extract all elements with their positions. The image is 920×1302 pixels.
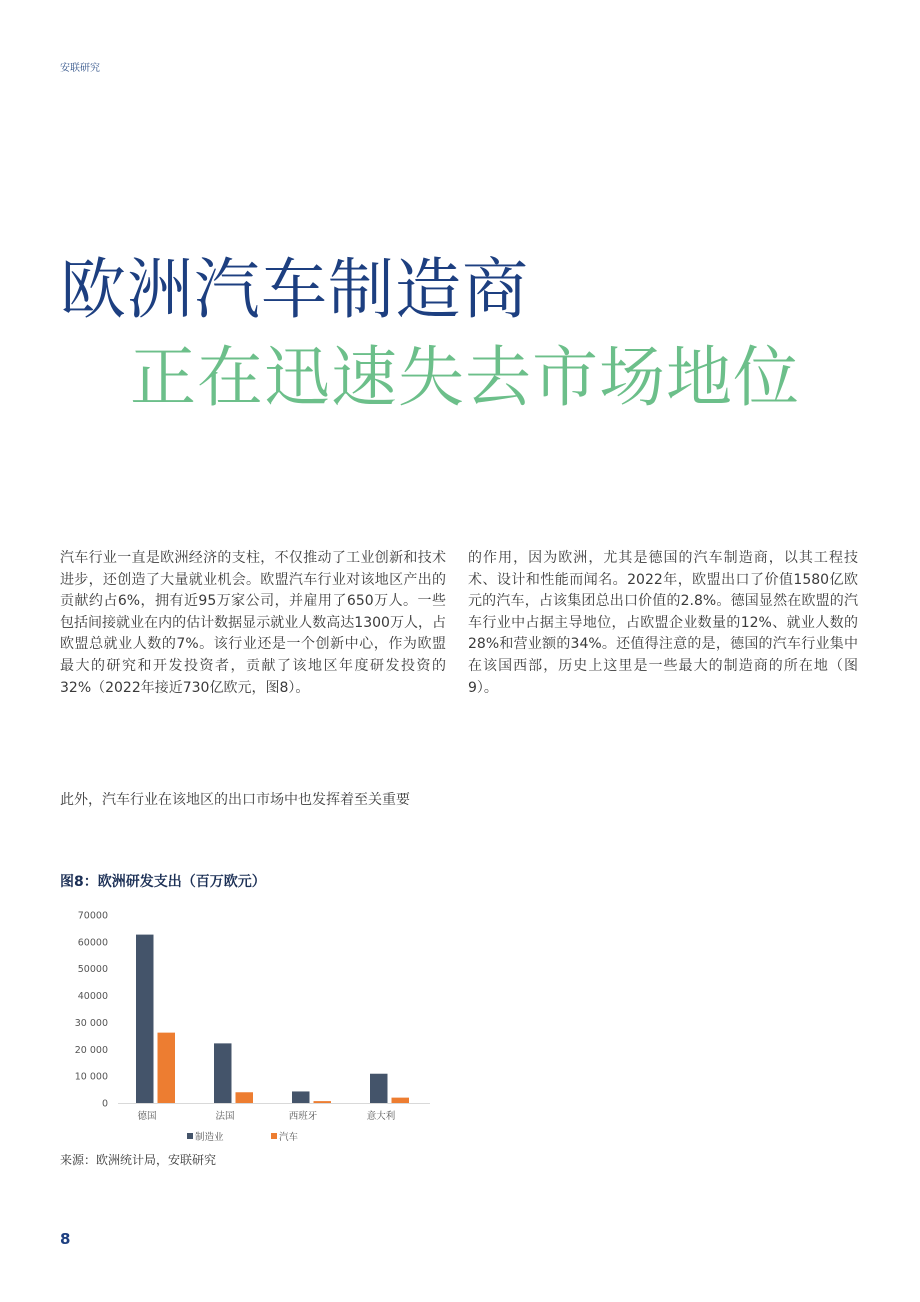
bar-制造业-法国 [214, 1043, 232, 1103]
x-tick-label: 意大利 [366, 1111, 396, 1122]
header-org-label: 安联研究 [60, 63, 100, 74]
legend-label: 汽车 [279, 1132, 299, 1143]
body-paragraph-2: 此外，汽车行业在该地区的出口市场中也发挥着至关重要 [60, 792, 410, 808]
y-tick-label: 60000 [77, 937, 108, 949]
y-tick-label: 10 000 [74, 1071, 108, 1083]
figure-source: 来源：欧洲统计局，安联研究 [60, 1153, 217, 1167]
bar-制造业-德国 [136, 935, 154, 1103]
y-tick-label: 20 000 [74, 1044, 108, 1056]
bar-制造业-意大利 [370, 1074, 388, 1103]
legend-swatch-制造业 [187, 1133, 193, 1139]
page-title-line-1: 欧洲汽车制造商 [60, 251, 529, 328]
page-title-line-2: 正在迅速失去市场地位 [130, 339, 800, 416]
y-tick-label: 40000 [77, 991, 108, 1003]
legend-label: 制造业 [195, 1132, 224, 1143]
x-tick-label: 西班牙 [288, 1111, 318, 1122]
bar-汽车-德国 [158, 1033, 176, 1103]
bar-汽车-法国 [236, 1092, 254, 1103]
figure-title: 图8：欧洲研发支出（百万欧元） [60, 874, 266, 890]
y-tick-label: 0 [101, 1098, 108, 1110]
rd-spending-bar-chart [60, 902, 440, 1150]
x-tick-label: 法国 [215, 1111, 235, 1122]
y-tick-label: 30 000 [74, 1017, 108, 1029]
bar-汽车-意大利 [392, 1098, 410, 1103]
x-tick-label: 德国 [137, 1111, 157, 1122]
page-number: 8 [60, 1230, 71, 1248]
bar-汽车-西班牙 [314, 1101, 332, 1103]
y-tick-label: 50000 [77, 964, 108, 976]
bar-制造业-西班牙 [292, 1091, 310, 1103]
y-tick-label: 70000 [77, 910, 108, 922]
body-paragraph-3: 的作用，因为欧洲，尤其是德国的汽车制造商，以其工程技术、设计和性能而闻名。2022年，欧盟出口了价值1580亿欧元的汽车，占该集团总出口价值的2.8%。德国显然在欧盟的汽车行业中占据主导地位，占欧盟企业数量的12%、就业人数的28%和营业额的34%。还值得注意的是，德国的汽车行业集中在该国西部，历史上这里是一些最大的制造商的所在地（图9）。 [468, 550, 858, 696]
body-paragraph-1: 汽车行业一直是欧洲经济的支柱，不仅推动了工业创新和技术进步，还创造了大量就业机会。欧盟汽车行业对该地区产出的贡献约占6%，拥有近95万家公司，并雇用了650万人。一些包括间接就业在内的估计数据显示就业人数高达1300万人，占欧盟总就业人数的7%。该行业还是一个创新中心，作为欧盟最大的研究和开发投资者，贡献了该地区年度研发投资的32%（2022年接近730亿欧元，图8）。 [60, 550, 446, 696]
legend-swatch-汽车 [271, 1133, 277, 1139]
